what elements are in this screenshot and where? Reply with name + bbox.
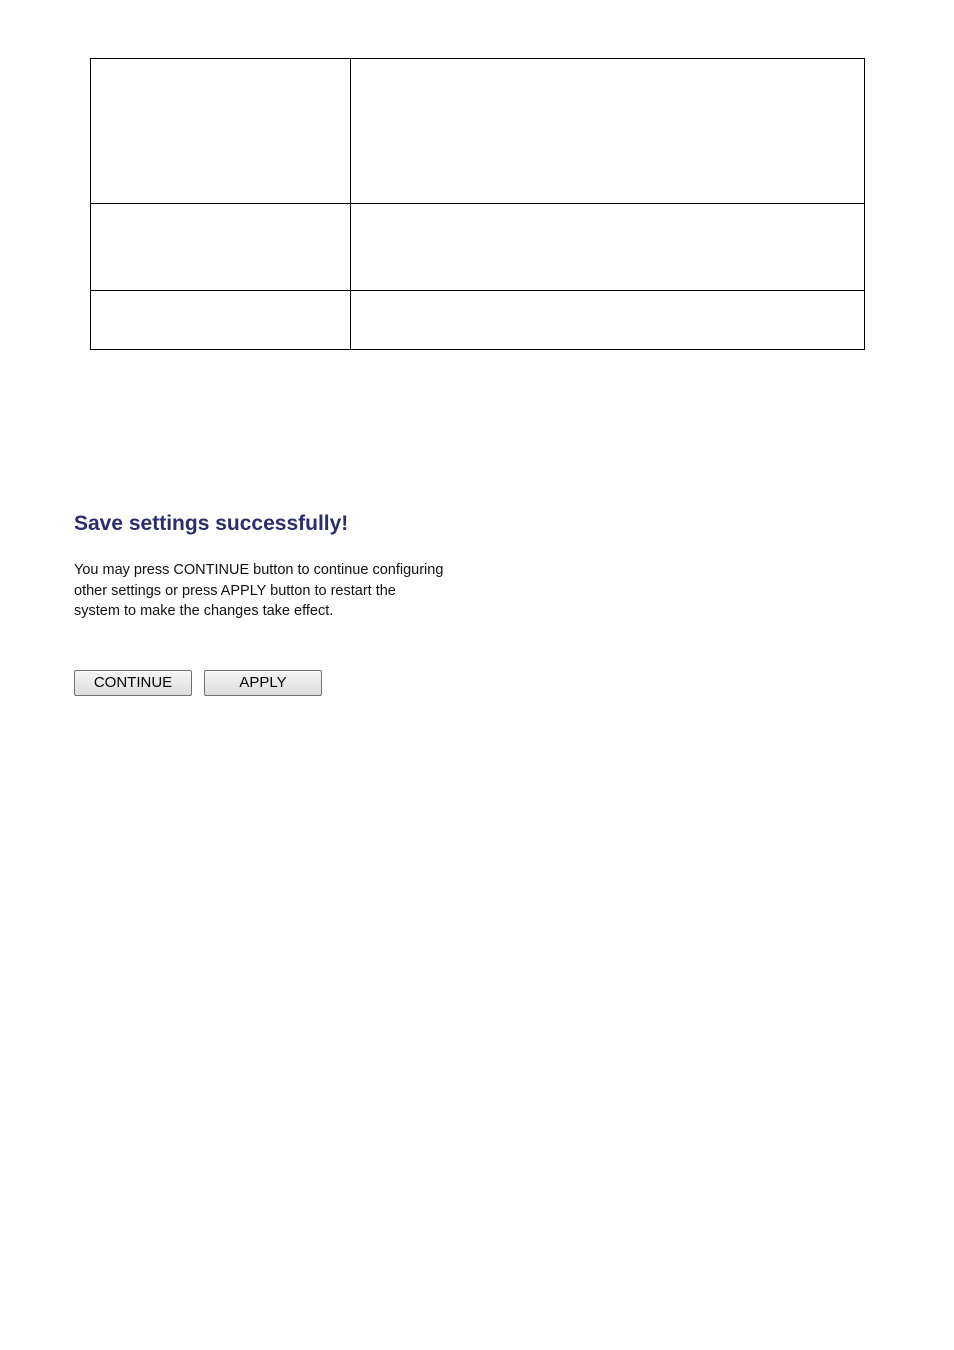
table-row bbox=[91, 291, 865, 350]
continue-button[interactable]: CONTINUE bbox=[74, 670, 192, 696]
settings-description-table bbox=[90, 58, 865, 350]
table-row bbox=[91, 59, 865, 204]
table-cell-description bbox=[351, 291, 865, 350]
table-cell-label bbox=[91, 59, 351, 204]
button-row bbox=[74, 670, 494, 696]
save-success-panel bbox=[74, 508, 494, 696]
table-cell-label bbox=[91, 291, 351, 350]
table-cell-label bbox=[91, 204, 351, 291]
panel-message: You may press CONTINUE button to continue configuring other settings or press APPLY button to restart the system to make the changes take effect. bbox=[74, 562, 444, 619]
apply-button[interactable]: APPLY bbox=[204, 670, 322, 696]
panel-title: Save settings successfully! bbox=[74, 512, 349, 535]
table-row bbox=[91, 204, 865, 291]
table-cell-description bbox=[351, 204, 865, 291]
table-cell-description bbox=[351, 59, 865, 204]
